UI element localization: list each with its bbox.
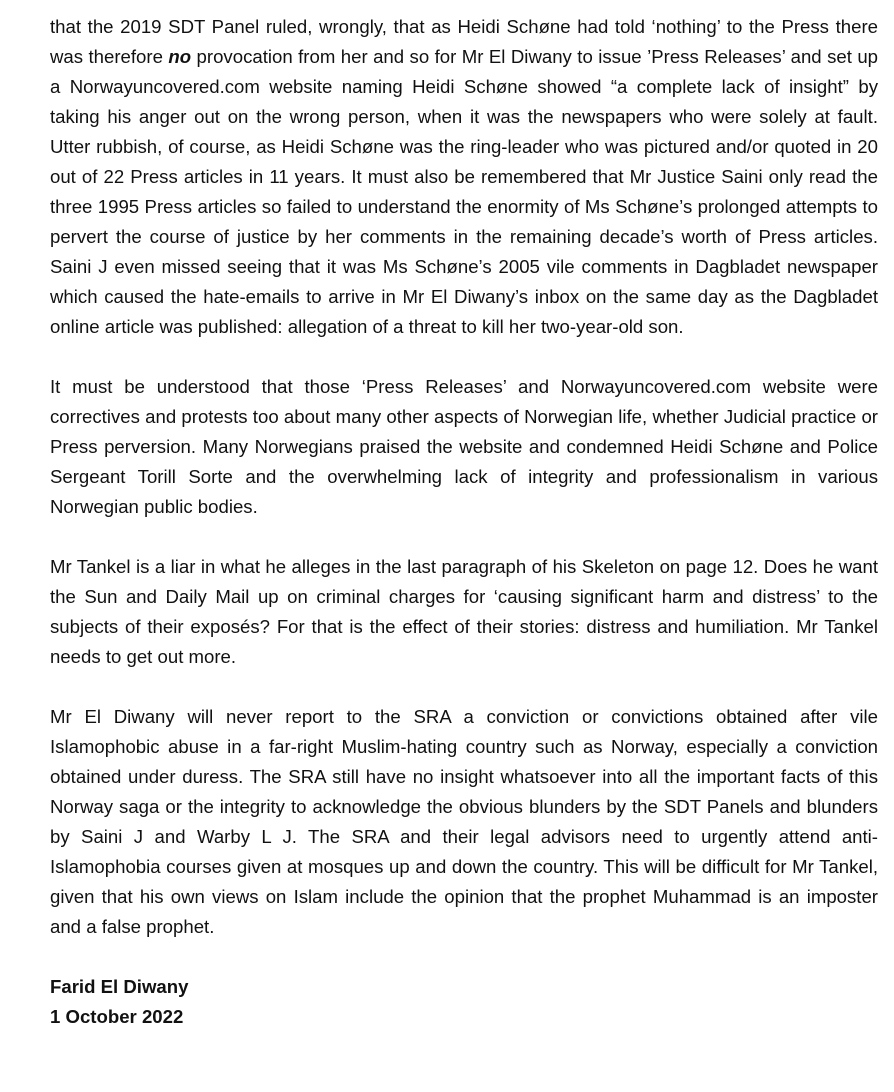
signature-name: Farid El Diwany [50,976,189,997]
document-page [50,12,878,1032]
signature-date: 1 October 2022 [50,1006,184,1027]
paragraph-3 [50,552,878,672]
signature-block [50,972,878,1032]
paragraph-4 [50,702,878,942]
paragraph-3-text: Mr Tankel is a liar in what he alleges in the last paragraph of his Skeleton on page 12. Does he want the Sun and Daily Mail up on criminal charges for ‘causing significant harm and distress’ to the subjects of their exposés? For that is the effect of their stories: distress and humiliation. Mr Tankel needs to get out more. [50,556,878,667]
paragraph-1-text-a: that the 2019 SDT Panel ruled, wrongly, that as Heidi Schøne had told ‘nothing’ to the Press there was therefore [50,16,878,67]
paragraph-2-text: It must be understood that those ‘Press Releases’ and Norwayuncovered.com website were correctives and protests too about many other aspects of Norwegian life, whether Judicial practice or Press perversion. Many Norwegians praised the website and condemned Heidi Schøne and Police Sergeant Torill Sorte and the overwhelming lack of integrity and professionalism in various Norwegian public bodies. [50,376,878,517]
emphasis-no: no [168,46,192,67]
paragraph-1 [50,12,878,342]
paragraph-1-text-b: provocation from her and so for Mr El Diwany to issue ’Press Releases’ and set up a Norwayuncovered.com website naming Heidi Schøne showed “a complete lack of insight” by taking his anger out on the wrong person, when it was the newspapers who were solely at fault. Utter rubbish, of course, as Heidi Schøne was the ring-leader who was pictured and/or quoted in 20 out of 22 Press articles in 11 years. It must also be remembered that Mr Justice Saini only read the three 1995 Press articles so failed to understand the enormity of Ms Schøne’s prolonged attempts to pervert the course of justice by her comments in the remaining decade’s worth of Press articles. Saini J even missed seeing that it was Ms Schøne’s 2005 vile comments in Dagbladet newspaper which caused the hate-emails to arrive in Mr El Diwany’s inbox on the same day as the Dagbladet online article was published: allegation of a threat to kill her two-year-old son. [50,46,879,337]
paragraph-2 [50,372,878,522]
paragraph-4-text: Mr El Diwany will never report to the SRA a conviction or convictions obtained after vile Islamophobic abuse in a far-right Muslim-hating country such as Norway, especially a conviction obtained under duress. The SRA still have no insight whatsoever into all the important facts of this Norway saga or the integrity to acknowledge the obvious blunders by the SDT Panels and blunders by Saini J and Warby L J. The SRA and their legal advisors need to urgently attend anti-Islamophobia courses given at mosques up and down the country. This will be difficult for Mr Tankel, given that his own views on Islam include the opinion that the prophet Muhammad is an imposter and a false prophet. [50,706,878,937]
